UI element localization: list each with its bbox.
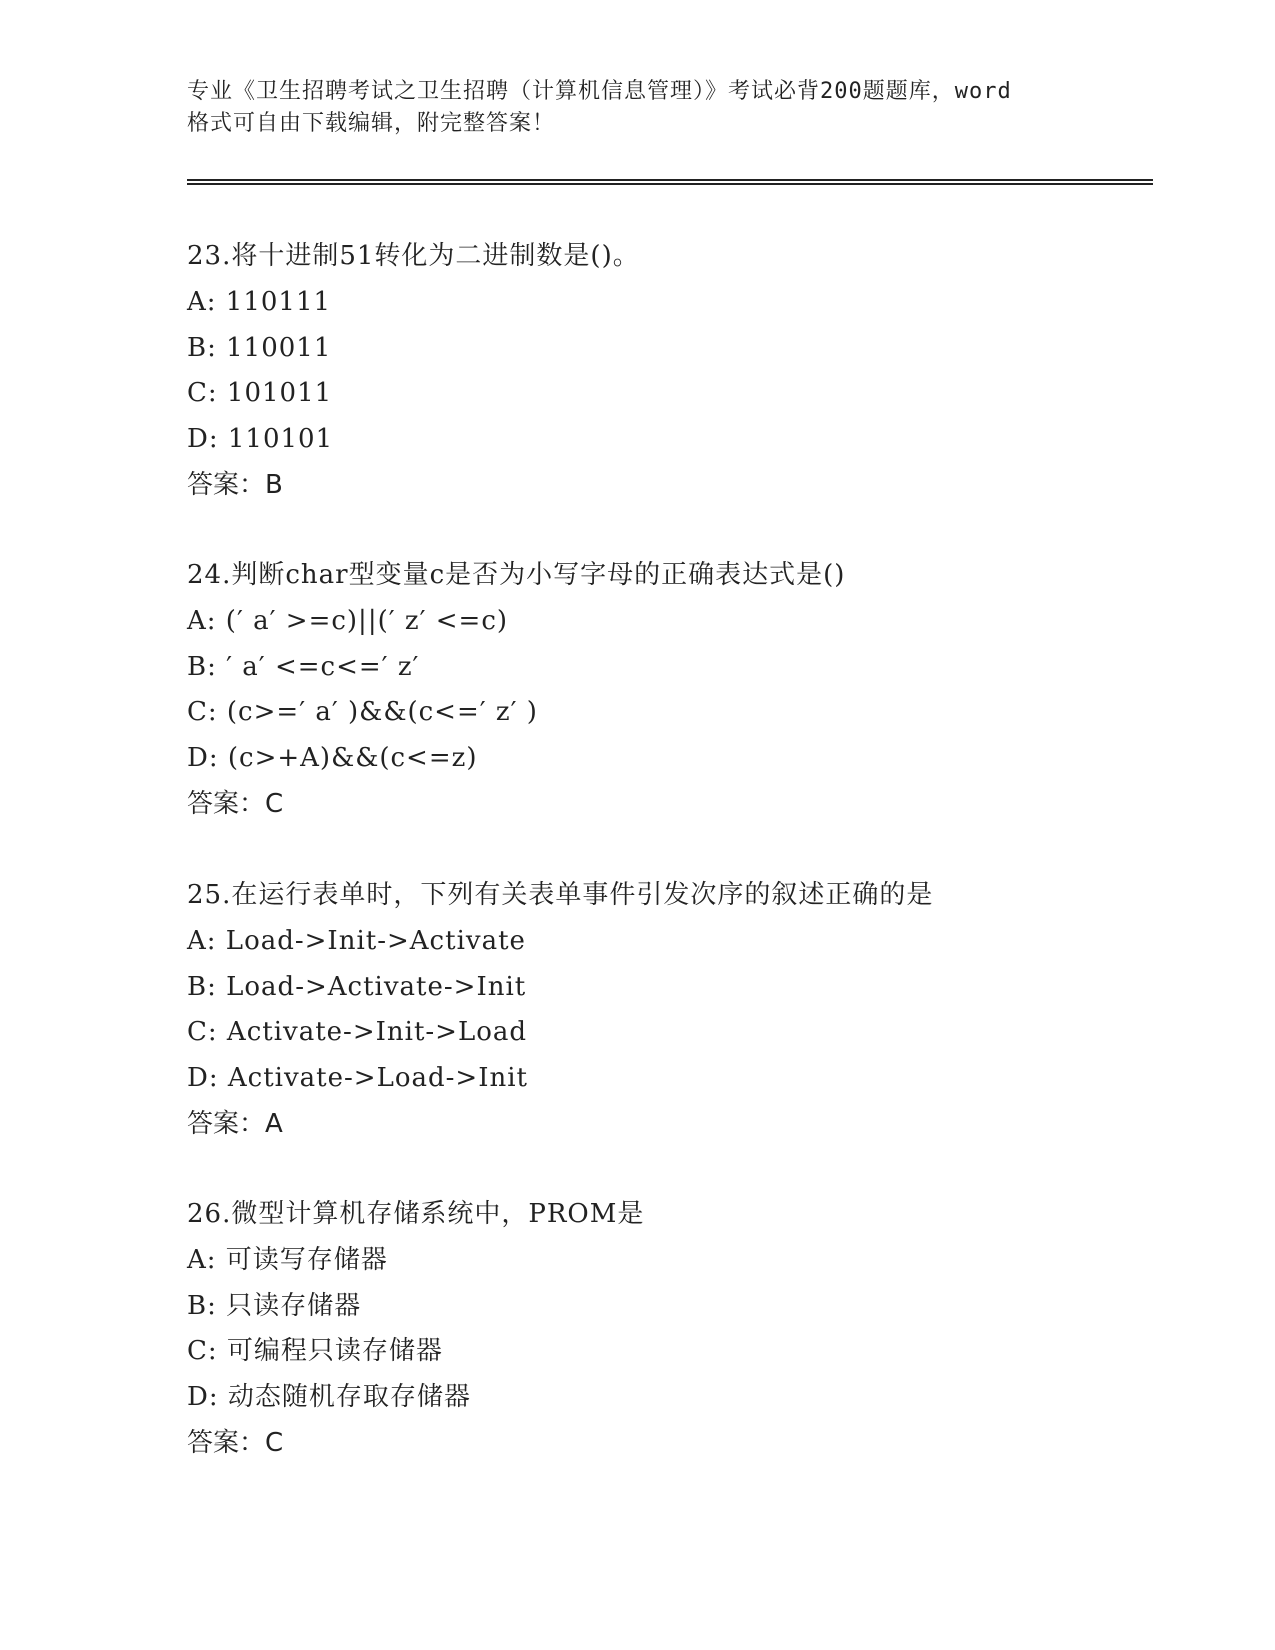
header-title-line-1: 专业《卫生招聘考试之卫生招聘（计算机信息管理）》考试必背200题题库，word — [187, 79, 1012, 104]
option-b: B: Load->Activate->Init — [187, 971, 527, 1002]
option-d: D: 110101 — [187, 423, 334, 454]
question-stem: 25.在运行表单时，下列有关表单事件引发次序的叙述正确的是 — [187, 880, 934, 910]
question-26 — [187, 1192, 1187, 1466]
header-title-line-2: 格式可自由下载编辑，附完整答案！ — [187, 111, 556, 136]
answer-label: 答案：C — [187, 1428, 284, 1458]
option-a: A: Load->Init->Activate — [187, 926, 526, 956]
option-a: A: 110111 — [187, 287, 332, 317]
answer-label: 答案：A — [187, 1109, 283, 1139]
option-b: B: 110011 — [187, 332, 332, 363]
option-d: D: Activate->Load->Init — [187, 1062, 528, 1093]
question-stem: 26.微型计算机存储系统中，PROM是 — [187, 1199, 645, 1229]
document-header — [187, 76, 1092, 140]
option-a: A: 可读写存储器 — [187, 1245, 388, 1275]
option-c: C: Activate->Init->Load — [187, 1017, 528, 1047]
header-divider-top — [187, 179, 1153, 181]
question-23 — [187, 234, 1187, 508]
header-divider-bottom — [187, 183, 1153, 185]
option-c: C: 可编程只读存储器 — [187, 1336, 443, 1366]
option-d: D: (c>+A)&&(c<=z) — [187, 742, 478, 773]
question-24 — [187, 553, 1187, 827]
answer-label: 答案：B — [187, 470, 283, 500]
option-b: B: ′ a′ <=c<=′ z′ — [187, 651, 420, 682]
question-stem: 23.将十进制51转化为二进制数是()。 — [187, 241, 640, 271]
option-b: B: 只读存储器 — [187, 1290, 362, 1321]
answer-label: 答案：C — [187, 789, 284, 819]
option-c: C: 101011 — [187, 378, 333, 408]
question-25 — [187, 873, 1187, 1147]
question-stem: 24.判断char型变量c是否为小写字母的正确表达式是() — [187, 560, 846, 590]
option-d: D: 动态随机存取存储器 — [187, 1381, 471, 1412]
option-a: A: (′ a′ >=c)||(′ z′ <=c) — [187, 606, 509, 636]
option-c: C: (c>=′ a′ )&&(c<=′ z′ ) — [187, 697, 538, 727]
